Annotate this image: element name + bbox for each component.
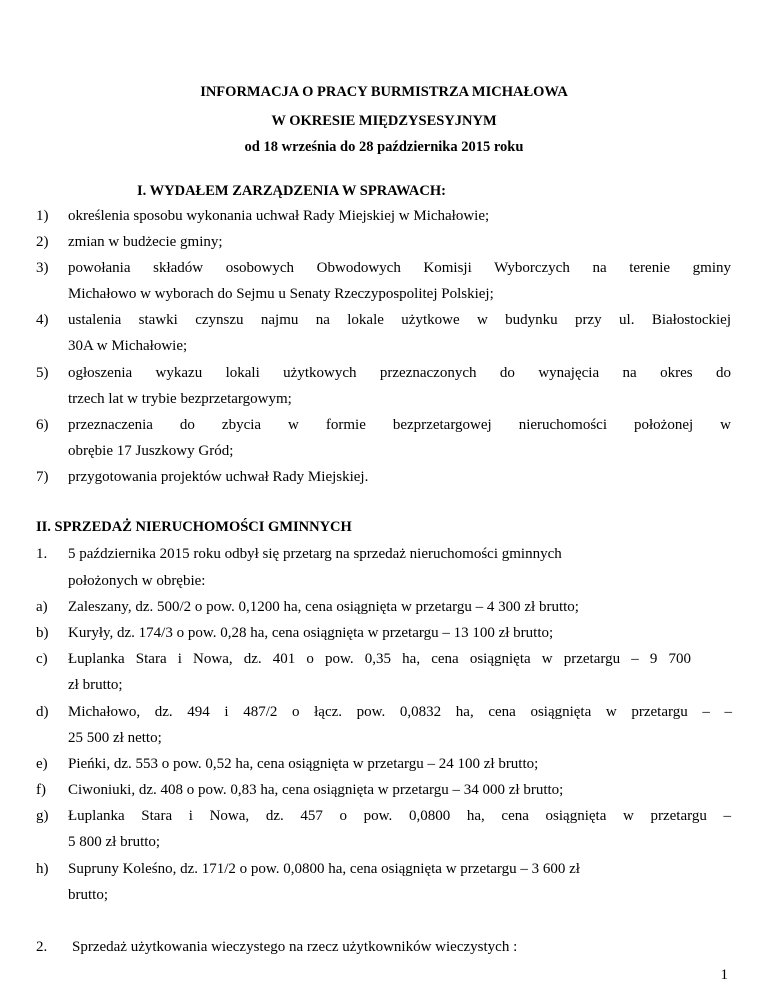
list-item-number: 6) [36, 417, 49, 433]
doc-title-line3: od 18 września do 28 października 2015 roku [244, 139, 524, 155]
list-item: Zaleszany, dz. 500/2 o pow. 0,1200 ha, cena osiągnięta w przetargu – 4 300 zł brutto; [68, 599, 579, 615]
list-item-number: 3) [36, 260, 49, 276]
page-number: 1 [720, 967, 728, 983]
list-item-number: 2. [36, 939, 48, 955]
list-item-continuation: obrębie 17 Juszkowy Gród; [68, 443, 234, 459]
list-item: Supruny Koleśno, dz. 171/2 o pow. 0,0800 ha, cena osiągnięta w przetargu – 3 600 zł [68, 861, 580, 877]
list-item-continuation: brutto; [68, 887, 108, 903]
section1-heading: I. WYDAŁEM ZARZĄDZENIA W SPRAWACH: [137, 183, 446, 199]
doc-title-line2: W OKRESIE MIĘDZYSESYJNYM [271, 113, 497, 129]
list-item: Pieńki, dz. 553 o pow. 0,52 ha, cena osiągnięta w przetargu – 24 100 zł brutto; [68, 756, 539, 772]
list-item-number: 7) [36, 469, 49, 485]
list-item-continuation: położonych w obrębie: [68, 573, 206, 589]
list-item-continuation: Michałowo w wyborach do Sejmu u Senaty Rzeczypospolitej Polskiej; [68, 286, 494, 302]
list-item-number: 5) [36, 365, 49, 381]
list-item-number: 1) [36, 208, 49, 224]
list-item-continuation: trzech lat w trybie bezprzetargowym; [68, 391, 292, 407]
list-item: Michałowo, dz. 494 i 487/2 o łącz. pow. 0,0832 ha, cena osiągnięta w przetargu – – [68, 704, 732, 720]
list-item-number: 4) [36, 312, 49, 328]
list-item: ustalenia stawki czynszu najmu na lokale użytkowe w budynku przy ul. Białostockiej [68, 312, 731, 328]
list-item-number: b) [36, 625, 49, 641]
list-item: zmian w budżecie gminy; [68, 234, 223, 250]
doc-title-line1: INFORMACJA O PRACY BURMISTRZA MICHAŁOWA [200, 84, 568, 100]
list-item: ogłoszenia wykazu lokali użytkowych przeznaczonych do wynajęcia na okres do [68, 365, 731, 381]
list-item: przygotowania projektów uchwał Rady Miejskiej. [68, 469, 369, 485]
list-item-number: c) [36, 651, 48, 667]
list-item-number: e) [36, 756, 48, 772]
list-item: Łuplanka Stara i Nowa, dz. 457 o pow. 0,0800 ha, cena osiągnięta w przetargu – [68, 808, 731, 824]
list-item: Ciwoniuki, dz. 408 o pow. 0,83 ha, cena osiągnięta w przetargu – 34 000 zł brutto; [68, 782, 564, 798]
list-item-number: 2) [36, 234, 49, 250]
list-item-continuation: 25 500 zł netto; [68, 730, 162, 746]
list-item: Łuplanka Stara i Nowa, dz. 401 o pow. 0,35 ha, cena osiągnięta w przetargu – 9 700 [68, 651, 691, 667]
section2-heading: II. SPRZEDAŻ NIERUCHOMOŚCI GMINNYCH [36, 519, 352, 535]
list-item-number: h) [36, 861, 49, 877]
list-item-continuation: 5 800 zł brutto; [68, 834, 161, 850]
list-item: określenia sposobu wykonania uchwał Rady Miejskiej w Michałowie; [68, 208, 490, 224]
list-item: Sprzedaż użytkowania wieczystego na rzecz użytkowników wieczystych : [72, 939, 518, 955]
list-item-number: a) [36, 599, 48, 615]
list-item-number: g) [36, 808, 49, 824]
list-item-continuation: zł brutto; [68, 677, 123, 693]
list-item: powołania składów osobowych Obwodowych Komisji Wyborczych na terenie gminy [68, 260, 731, 276]
list-item: Kuryły, dz. 174/3 o pow. 0,28 ha, cena osiągnięta w przetargu – 13 100 zł brutto; [68, 625, 554, 641]
list-item-number: d) [36, 704, 49, 720]
list-item-number: f) [36, 782, 46, 798]
list-item-continuation: 30A w Michałowie; [68, 338, 188, 354]
list-item-number: 1. [36, 546, 48, 562]
list-item: przeznaczenia do zbycia w formie bezprzetargowej nieruchomości położonej w [68, 417, 731, 433]
list-item: 5 października 2015 roku odbył się przetarg na sprzedaż nieruchomości gminnych [68, 546, 562, 562]
